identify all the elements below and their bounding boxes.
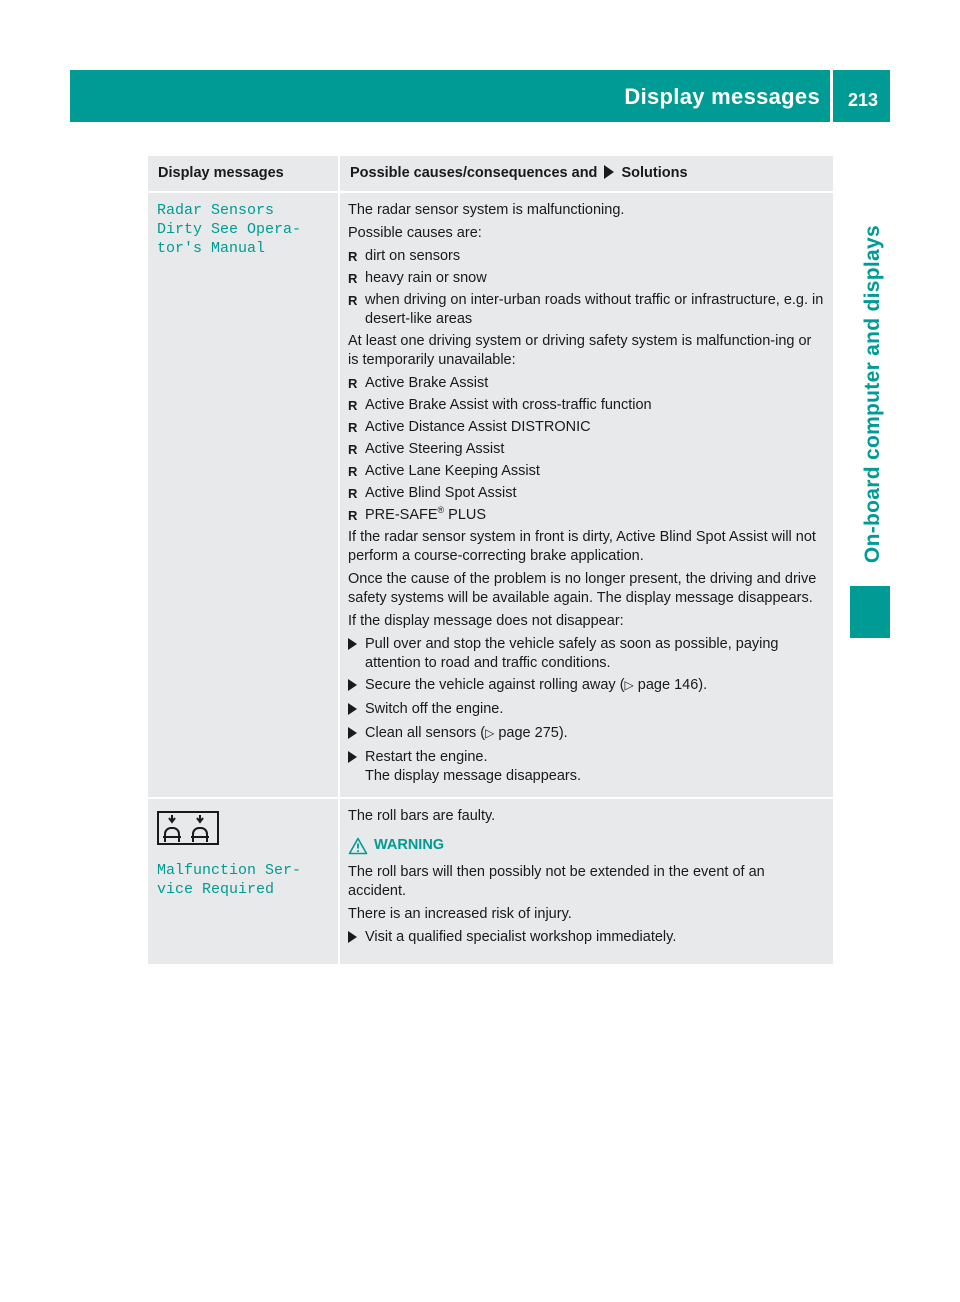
instruction-text (365, 748, 581, 786)
instruction-step (348, 700, 825, 721)
instruction-text-part: Secure the vehicle against rolling away ( (365, 677, 625, 693)
paragraph: At least one driving system or driving safety system is malfunction-ing or is temporarily unavailable: (348, 333, 812, 368)
bullet-icon: R (348, 376, 358, 391)
instruction-step (348, 676, 825, 697)
chapter-tab: On-board computer and displays (861, 225, 884, 564)
table-row (148, 799, 833, 964)
list-item-text (365, 506, 486, 525)
list-item (348, 374, 825, 393)
instruction-text (365, 676, 707, 697)
table-header-row (148, 156, 833, 191)
list-item-text: Active Blind Spot Assist (365, 485, 517, 501)
instruction-step (348, 748, 825, 786)
list-item-text: dirt on sensors (365, 248, 461, 264)
table-row (148, 193, 833, 797)
bullet-icon: R (348, 398, 358, 413)
instruction-arrow-icon (348, 928, 365, 949)
chapter-marker (850, 586, 890, 638)
page-number: 213 (847, 90, 879, 110)
bullet-icon: R (348, 420, 358, 435)
instruction-text-part: ). (698, 677, 708, 693)
instruction-arrow-icon (348, 676, 365, 697)
bullet-icon: R (348, 508, 358, 523)
presafe-suffix: PLUS (444, 507, 487, 523)
paragraph: If the display message does not disappear: (348, 613, 624, 629)
instruction-step (348, 635, 825, 673)
display-message-line: vice Required (157, 881, 275, 898)
display-messages-table (148, 154, 833, 966)
warning-heading (348, 836, 825, 855)
instruction-arrow-icon (348, 700, 365, 721)
instruction-arrow-icon (348, 724, 365, 745)
list-item-text: Active Distance Assist DISTRONIC (365, 419, 591, 435)
list-item-text: Active Brake Assist (365, 375, 489, 391)
display-message-line: Dirty See Opera‐ (157, 221, 302, 238)
instruction-text-part: Restart the engine. (365, 749, 488, 765)
bullet-icon: R (348, 486, 358, 501)
instruction-text: Visit a qualified specialist workshop immediately. (365, 929, 677, 945)
instruction-step (348, 928, 825, 949)
paragraph: Once the cause of the problem is no longer present, the driving and drive safety systems will be available again. The display message disappears. (348, 571, 817, 606)
display-message-line: tor's Manual (157, 240, 266, 257)
paragraph: If the radar sensor system in front is dirty, Active Blind Spot Assist will not perform a course-correcting brake application. (348, 529, 816, 564)
bullet-icon: R (348, 249, 358, 264)
list-item (348, 506, 825, 525)
instruction-arrow-icon (348, 635, 365, 673)
list-item-text: Active Steering Assist (365, 441, 505, 457)
instruction-step (348, 724, 825, 745)
header-divider (830, 70, 833, 122)
warning-triangle-icon (348, 837, 368, 855)
column-header-solutions-text: Possible causes/consequences and (350, 165, 598, 181)
solutions-cell (340, 799, 833, 964)
bullet-icon: R (348, 442, 358, 457)
bullet-icon: R (348, 464, 358, 479)
column-header-solutions-suffix: Solutions (621, 165, 688, 181)
instruction-text-part: Clean all sensors ( (365, 725, 486, 741)
instruction-result: The display message disappears. (365, 768, 582, 784)
paragraph: The roll bars are faulty. (348, 808, 496, 824)
page-reference-icon: ▷ (485, 726, 495, 740)
list-item (348, 291, 825, 329)
list-item (348, 440, 825, 459)
instruction-text: Switch off the engine. (365, 701, 504, 717)
registered-mark: ® (437, 505, 445, 516)
paragraph: Possible causes are: (348, 225, 482, 241)
message-cell (148, 193, 340, 797)
column-header-solutions (340, 156, 833, 191)
instruction-arrow-icon (604, 165, 614, 179)
message-cell (148, 799, 340, 964)
paragraph: There is an increased risk of injury. (348, 906, 572, 922)
page-reference-icon: ▷ (624, 678, 634, 692)
display-message-line: Malfunction Ser‐ (157, 862, 302, 879)
list-item-text: Active Brake Assist with cross-traffic function (365, 397, 652, 413)
list-item-text: Active Lane Keeping Assist (365, 463, 540, 479)
warning-label: WARNING (374, 837, 445, 853)
instruction-arrow-icon (348, 748, 365, 786)
presafe-text: PRE-SAFE (365, 507, 438, 523)
paragraph: The radar sensor system is malfunctioning. (348, 202, 625, 218)
list-item (348, 247, 825, 266)
list-item (348, 396, 825, 415)
instruction-text (365, 724, 568, 745)
list-item-text: when driving on inter-urban roads without traffic or infrastructure, e.g. in desert-like areas (365, 292, 824, 327)
instruction-text-part: ). (558, 725, 568, 741)
list-item (348, 462, 825, 481)
bullet-icon: R (348, 271, 358, 286)
roll-bar-warning-icon (157, 811, 219, 845)
paragraph: The roll bars will then possibly not be extended in the event of an accident. (348, 864, 765, 899)
solutions-cell (340, 193, 833, 797)
list-item (348, 484, 825, 503)
page-reference-link[interactable]: page 275 (498, 725, 559, 741)
column-header-messages: Display messages (148, 156, 340, 191)
list-item-text: heavy rain or snow (365, 270, 487, 286)
page-title: Display messages (624, 84, 820, 109)
display-message-line: Radar Sensors (157, 202, 275, 219)
list-item (348, 269, 825, 288)
page-reference-link[interactable]: page 146 (637, 677, 699, 693)
bullet-icon: R (348, 293, 358, 308)
list-item (348, 418, 825, 437)
instruction-text: Pull over and stop the vehicle safely as soon as possible, paying attention to road and traffic conditions. (365, 636, 779, 671)
